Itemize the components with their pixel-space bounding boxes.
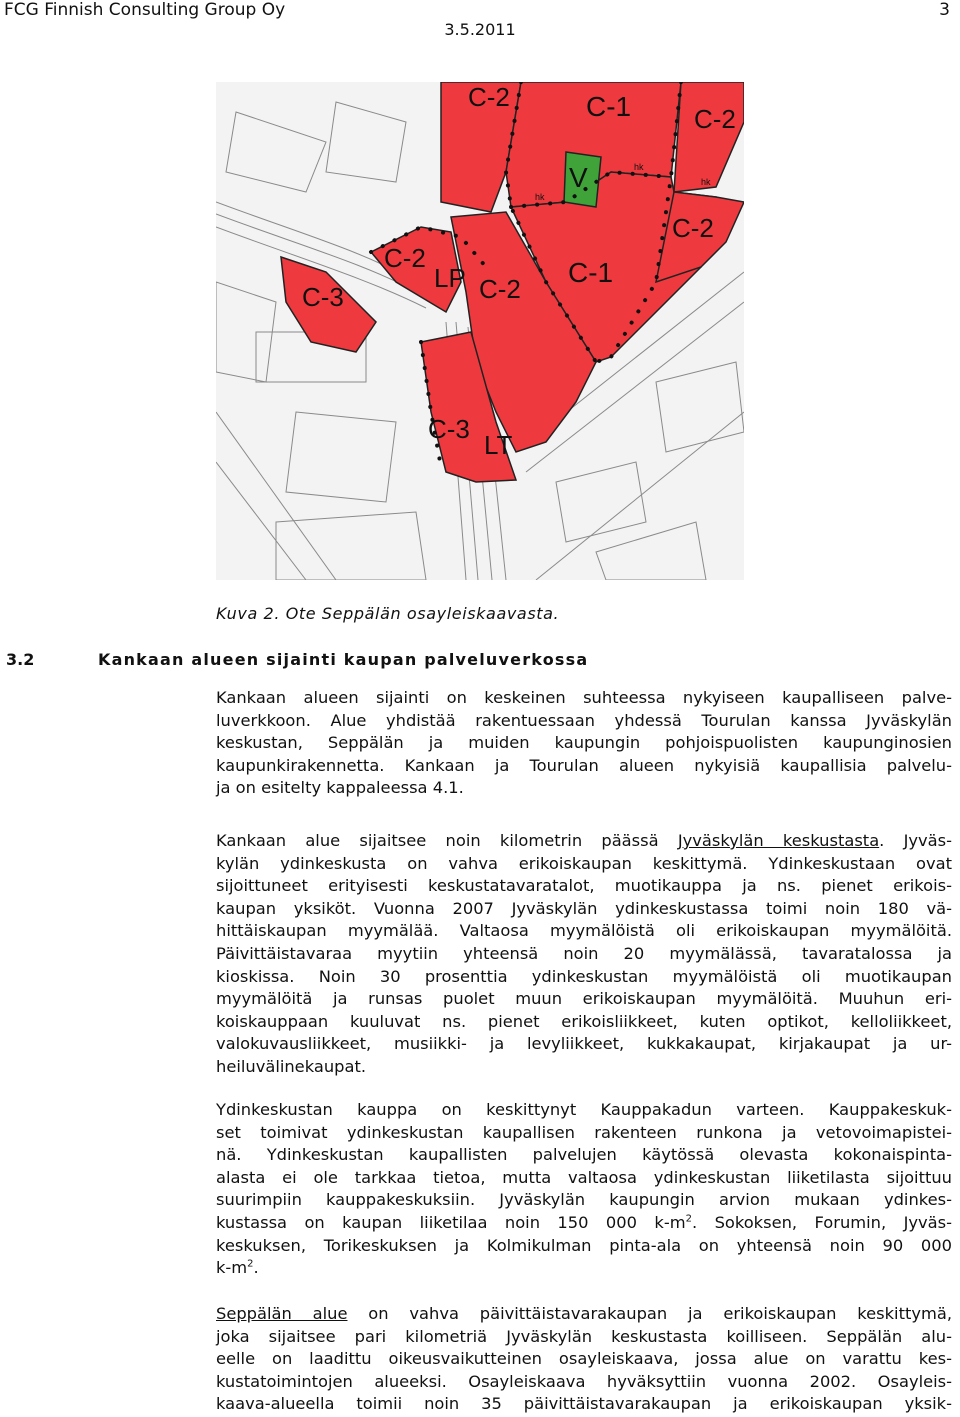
text-line: Ydinkeskustan kauppa on keskittynyt Kauppakadun varteen. Kauppakeskuk-	[216, 1100, 952, 1119]
text-line: set toimivat ydinkeskustan kaupallisen rakenteen runkona ja vetovoimapistei-	[216, 1122, 952, 1142]
text-line: Kankaan alue sijaitsee noin kilometrin päässä Jyväskylän keskustasta. Jyväs-	[216, 831, 952, 850]
link-seppala-area[interactable]: Seppälän alue	[216, 1304, 348, 1323]
text-line: luverkkoon. Alue yhdistää rakentuessaan yhdessä Tourulan kanssa Jyväskylän	[216, 710, 952, 730]
text-line: sijoittuneet erityisesti keskustatavaratalot, muotikauppa ja ns. pienet erikois-	[216, 876, 952, 896]
zone-label-hk2: hk	[634, 162, 644, 172]
text-line: kustatoimintojen alueeksi. Osayleiskaava hyväksyttiin vuonna 2002. Osayleis-	[216, 1371, 952, 1391]
text-line: joka sijaitsee pari kilometriä Jyväskylän keskustasta koilliseen. Seppälän alu-	[216, 1326, 952, 1346]
zone-label-c2-center: C-2	[479, 274, 521, 304]
zone-label-c3-bottom: C-3	[428, 414, 470, 444]
text-line: keskustan, Seppälän ja muiden kaupungin pohjoispuolisten kaupunginosien	[216, 733, 952, 753]
text-line: kaava-alueella toimii noin 35 päivittäistavarakaupan ja erikoiskaupan yksik-	[216, 1394, 952, 1414]
figure-caption: Kuva 2. Ote Seppälän osayleiskaavasta.	[216, 604, 560, 623]
page-number: 3	[939, 0, 950, 20]
text-line: keskuksen, Torikeskuksen ja Kolmikulman pinta-ala on yhteensä noin 90 000	[216, 1235, 952, 1255]
zone-label-hk1: hk	[535, 192, 545, 202]
text-line: Kankaan alueen sijainti on keskeinen suhteessa nykyiseen kaupalliseen palve-	[216, 688, 952, 707]
text-line: ja on esitelty kappaleessa 4.1.	[216, 778, 464, 798]
header-company: FCG Finnish Consulting Group Oy	[4, 0, 286, 20]
zone-label-c1-top: C-1	[586, 91, 632, 122]
text-line: koiskauppaan kuuluvat ns. pienet erikoisliikkeet, kuten optikot, kelloliikkeet,	[216, 1011, 952, 1031]
zone-label-lt: LT	[484, 430, 513, 460]
zone-label-c2-right: C-2	[694, 104, 736, 134]
paragraph-4	[216, 1303, 952, 1416]
text-line: myymälöitä ja runsas puolet muun erikoiskaupan myymälöitä. Muuhun eri-	[216, 989, 952, 1009]
zone-label-c2-mid-right: C-2	[672, 213, 714, 243]
zone-label-c3-left: C-3	[302, 282, 344, 312]
text-line: kaupan yksiköt. Vuonna 2007 Jyväskylän ydinkeskustassa toimi noin 180 vä-	[216, 898, 952, 918]
text-line: $k-m^2$.	[216, 1258, 259, 1278]
paragraph-3	[216, 1099, 952, 1280]
text-line: Päivittäistavaraa myytiin yhteensä noin 20 myymälässä, tavaratalossa ja	[216, 943, 952, 963]
zone-label-c2-left: C-2	[384, 243, 426, 273]
text-line: eelle on laadittu oikeusvaikutteinen osayleiskaava, jossa alue on varattu kes-	[216, 1349, 952, 1369]
text-line: suurimpiin kauppakeskuksiin. Jyväskylän kaupungin arvion mukaan ydinkes-	[216, 1190, 952, 1210]
text-line: kustassa on kaupan liiketilaa noin 150 000 $k-m^2$. Sokoksen, Forumin, Jyväs-	[216, 1212, 952, 1232]
zoning-map	[216, 82, 744, 580]
text-line: kaupunkirakennetta. Kankaan ja Tourulan alueen nykyisiä kaupallisia palvelu-	[216, 755, 952, 775]
zone-label-hk3: hk	[701, 177, 711, 187]
text-line: heiluvälinekaupat.	[216, 1056, 367, 1076]
text-line: nä. Ydinkeskustan kaupallisten palvelujen käytössä olevasta kokonaispinta-	[216, 1145, 952, 1165]
text-line: Seppälän alue on vahva päivittäistavarakaupan ja erikoiskaupan keskittymä,	[216, 1304, 952, 1323]
zone-label-c1-mid: C-1	[568, 257, 614, 288]
section-title: Kankaan alueen sijainti kaupan palveluverkossa	[98, 650, 589, 669]
zone-label-c2-top: C-2	[468, 82, 510, 112]
paragraph-1	[216, 687, 952, 800]
paragraph-2	[216, 830, 952, 1079]
zone-label-lp: LP	[434, 263, 466, 293]
text-line: alasta ei ole tarkkaa tietoa, mutta valtaosa ydinkeskustan liiketilasta sijoittuu	[216, 1167, 952, 1187]
text-line: kioskissa. Noin 30 prosenttia ydinkeskustan myymälöistä oli muotikaupan	[216, 966, 952, 986]
section-number: 3.2	[6, 650, 35, 669]
header-date: 3.5.2011	[444, 20, 516, 39]
text-line: kylän ydinkeskusta on vahva erikoiskaupan keskittymä. Ydinkeskustaan ovat	[216, 853, 952, 873]
text-line: hittäiskaupan myymälää. Valtaosa myymälöistä oli erikoiskaupan myymälöitä.	[216, 921, 952, 941]
text-line: valokuvausliikkeet, musiikki- ja levyliikkeet, kukkakaupat, kirjakaupat ja ur-	[216, 1034, 952, 1054]
link-jyvaskyla-center[interactable]: Jyväskylän keskustasta	[677, 831, 880, 850]
zone-label-v: V	[569, 162, 588, 193]
